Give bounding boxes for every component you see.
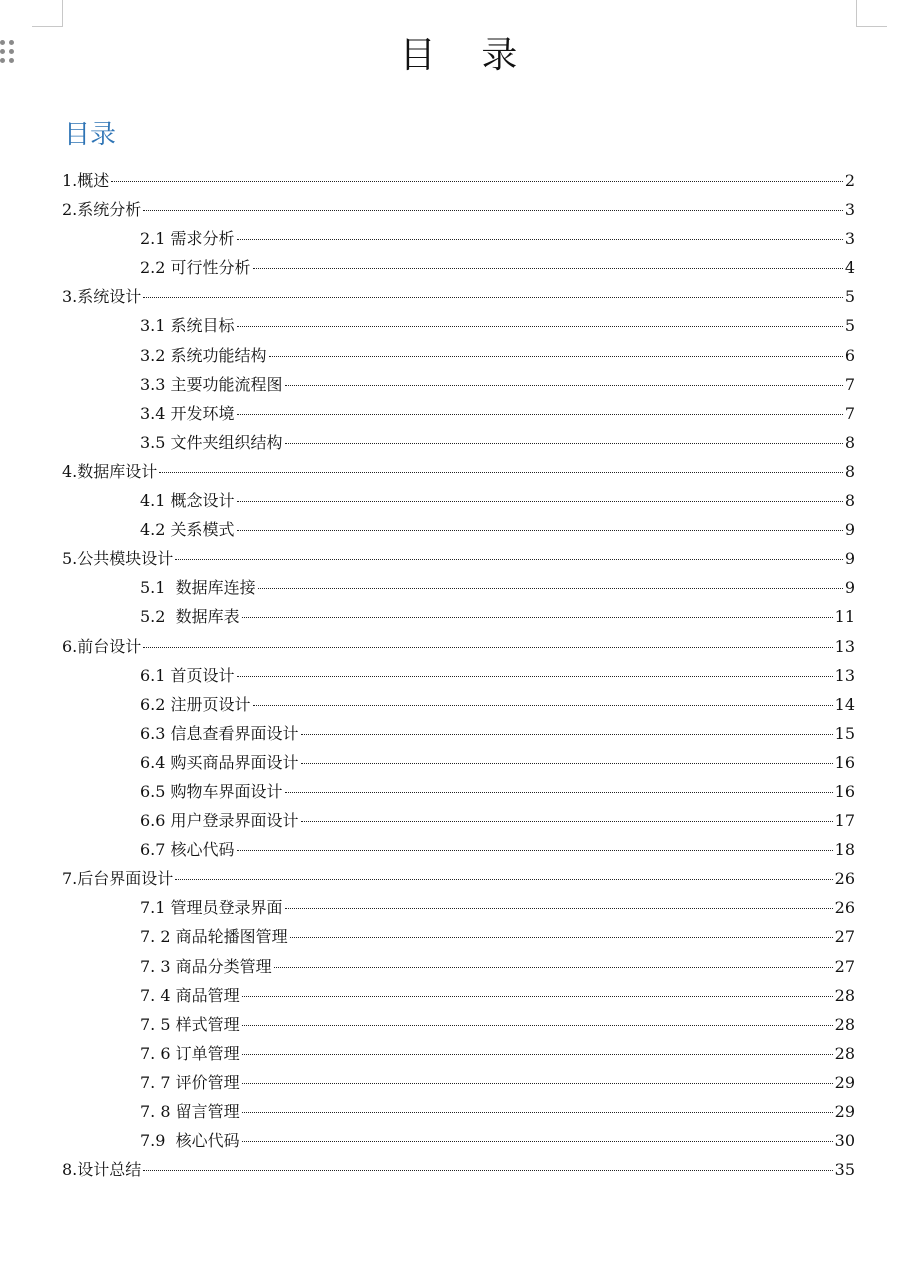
toc-subentry[interactable]: [62, 1039, 855, 1068]
toc-entry-label: 4.1 概念设计: [140, 491, 235, 511]
dot-leader: [242, 1054, 833, 1055]
toc-entry-label: 6.2 注册页设计: [140, 694, 251, 714]
toc-subentry[interactable]: [62, 602, 855, 631]
dot-leader: [253, 268, 843, 269]
toc-page-number: 7: [844, 403, 855, 423]
dot-leader: [290, 937, 833, 938]
toc-subentry[interactable]: [62, 224, 855, 253]
dot-leader: [175, 559, 843, 560]
toc-subentry[interactable]: [62, 835, 855, 864]
toc-entry-label: 3.3 主要功能流程图: [140, 374, 283, 394]
toc-entry-label: 2.系统分析: [62, 200, 142, 220]
toc-entry-label: 6.7 核心代码: [140, 840, 235, 860]
toc-entry-label: 3.系统设计: [62, 287, 142, 307]
toc-page-number: 5: [844, 316, 855, 336]
toc-subentry[interactable]: [62, 341, 855, 370]
toc-subentry[interactable]: [62, 370, 855, 399]
toc-page-number: 28: [834, 985, 855, 1005]
dot-leader: [242, 1083, 833, 1084]
dot-leader: [274, 967, 833, 968]
toc-page-number: 5: [844, 287, 855, 307]
toc-entry[interactable]: [62, 1155, 855, 1184]
dot-leader: [285, 443, 843, 444]
dot-leader: [242, 996, 833, 997]
toc-subentry[interactable]: [62, 515, 855, 544]
toc-page-number: 9: [844, 549, 855, 569]
toc-subentry[interactable]: [62, 981, 855, 1010]
toc-page-number: 26: [834, 898, 855, 918]
toc-page-number: 11: [834, 607, 855, 627]
toc-subentry[interactable]: [62, 748, 855, 777]
toc-subentry[interactable]: [62, 893, 855, 922]
dot-leader: [159, 472, 843, 473]
toc-page-number: 8: [844, 461, 855, 481]
toc-entry-label: 8.设计总结: [62, 1160, 142, 1180]
dot-leader: [253, 705, 833, 706]
dot-leader: [143, 210, 843, 211]
toc-entry-label: 5.2 数据库表: [140, 607, 240, 627]
toc-subentry[interactable]: [62, 399, 855, 428]
toc-entry-label: 7. 7 评价管理: [140, 1072, 240, 1092]
toc-entry[interactable]: [62, 457, 855, 486]
dot-leader: [237, 414, 843, 415]
dot-leader: [301, 821, 833, 822]
dot-leader: [237, 530, 843, 531]
toc-entry-label: 7.9 核心代码: [140, 1131, 240, 1151]
toc-subentry[interactable]: [62, 806, 855, 835]
document-title: 目 录: [399, 35, 518, 76]
toc-entry-label: 7.后台界面设计: [62, 869, 174, 889]
toc-entry-label: 6.1 首页设计: [140, 665, 235, 685]
toc-page-number: 29: [834, 1072, 855, 1092]
toc-entry-label: 6.6 用户登录界面设计: [140, 811, 299, 831]
dot-leader: [111, 181, 843, 182]
toc-page-number: 9: [844, 578, 855, 598]
toc-page-number: 3: [844, 229, 855, 249]
page-corner-mark-top-right: [856, 0, 887, 27]
toc-entry-label: 7. 4 商品管理: [140, 985, 240, 1005]
toc-subentry[interactable]: [62, 428, 855, 457]
dot-leader: [242, 1112, 833, 1113]
toc-entry-label: 7. 2 商品轮播图管理: [140, 927, 288, 947]
toc-subentry[interactable]: [62, 1010, 855, 1039]
toc-entry-label: 4.数据库设计: [62, 461, 158, 481]
dot-leader: [269, 356, 843, 357]
toc-subentry[interactable]: [62, 1097, 855, 1126]
toc-subentry[interactable]: [62, 661, 855, 690]
toc-entry[interactable]: [62, 282, 855, 311]
toc-entry-label: 4.2 关系模式: [140, 520, 235, 540]
toc-entry-label: 5.公共模块设计: [62, 549, 174, 569]
toc-subentry[interactable]: [62, 777, 855, 806]
toc-page-number: 13: [834, 636, 855, 656]
dot-leader: [143, 647, 832, 648]
toc-entry-label: 1.概述: [62, 171, 110, 190]
toc-page-number: 15: [834, 723, 855, 743]
toc-page-number: 13: [834, 665, 855, 685]
toc-entry-label: 3.5 文件夹组织结构: [140, 432, 283, 452]
dot-leader: [242, 617, 833, 618]
dot-leader: [301, 763, 833, 764]
toc-page-number: 28: [834, 1014, 855, 1034]
toc-subentry[interactable]: [62, 253, 855, 282]
dot-leader: [237, 326, 843, 327]
dot-leader: [175, 879, 832, 880]
toc-page-number: 29: [834, 1102, 855, 1121]
toc-subentry[interactable]: [62, 311, 855, 340]
dot-leader: [285, 385, 843, 386]
dot-leader: [237, 239, 843, 240]
toc-entry-label: 5.1 数据库连接: [140, 578, 256, 598]
toc-subentry[interactable]: [62, 573, 855, 602]
toc-entry-label: 7. 5 样式管理: [140, 1014, 240, 1034]
toc-entry-label: 3.2 系统功能结构: [140, 345, 267, 365]
toc-entry[interactable]: [62, 632, 855, 661]
toc-page-number: 27: [834, 927, 855, 947]
toc-entry[interactable]: [62, 195, 855, 224]
toc-entry-label: 7.1 管理员登录界面: [140, 898, 283, 918]
toc-page-number: 6: [844, 345, 855, 365]
toc-entry-label: 7. 6 订单管理: [140, 1043, 240, 1063]
toc-entry-label: 2.1 需求分析: [140, 229, 235, 249]
dot-leader: [285, 908, 833, 909]
toc-page-number: 35: [834, 1160, 855, 1180]
toc-page-number: 16: [834, 752, 855, 772]
toc-page-number: 14: [834, 694, 855, 714]
dot-leader: [237, 501, 843, 502]
toc-page-number: 4: [844, 258, 855, 278]
toc-page-number: 2: [844, 171, 855, 190]
toc-entry-label: 2.2 可行性分析: [140, 258, 251, 278]
toc-page-number: 3: [844, 200, 855, 220]
toc-entry-label: 6.前台设计: [62, 636, 142, 656]
toc-entry[interactable]: [62, 166, 855, 195]
table-of-contents: [62, 166, 855, 1184]
toc-page-number: 30: [834, 1131, 855, 1151]
toc-page-number: 28: [834, 1043, 855, 1063]
dot-leader: [143, 1170, 832, 1171]
dot-leader: [301, 734, 833, 735]
toc-subentry[interactable]: [62, 719, 855, 748]
toc-page-number: 27: [834, 956, 855, 976]
dot-leader: [143, 297, 843, 298]
toc-entry[interactable]: [62, 864, 855, 893]
toc-page-number: 18: [834, 840, 855, 860]
toc-entry-label: 3.4 开发环境: [140, 403, 235, 423]
toc-page-number: 16: [834, 781, 855, 801]
dot-leader: [242, 1141, 833, 1142]
dot-leader: [258, 588, 843, 589]
toc-entry[interactable]: [62, 544, 855, 573]
toc-subentry[interactable]: [62, 952, 855, 981]
toc-page-number: 8: [844, 432, 855, 452]
toc-entry-label: 7. 3 商品分类管理: [140, 956, 272, 976]
toc-entry-label: 6.5 购物车界面设计: [140, 781, 283, 801]
toc-entry-label: 3.1 系统目标: [140, 316, 235, 336]
page-corner-mark-top-left: [32, 0, 63, 27]
toc-subentry[interactable]: [62, 1068, 855, 1097]
toc-entry-label: 6.4 购买商品界面设计: [140, 752, 299, 772]
toc-entry-label: 6.3 信息查看界面设计: [140, 723, 299, 743]
toc-subentry[interactable]: [62, 690, 855, 719]
dot-leader: [237, 676, 833, 677]
toc-page-number: 9: [844, 520, 855, 540]
toc-page-number: 8: [844, 491, 855, 511]
toc-entry-label: 7. 8 留言管理: [140, 1102, 240, 1121]
toc-page-number: 17: [834, 811, 855, 831]
toc-subentry[interactable]: [62, 1126, 855, 1155]
dot-leader: [237, 850, 833, 851]
toc-page-number: 7: [844, 374, 855, 394]
toc-page-number: 26: [834, 869, 855, 889]
toc-subentry[interactable]: [62, 486, 855, 515]
toc-subentry[interactable]: [62, 922, 855, 951]
toc-heading: 目录: [64, 120, 117, 150]
dot-leader: [285, 792, 833, 793]
dot-leader: [242, 1025, 833, 1026]
